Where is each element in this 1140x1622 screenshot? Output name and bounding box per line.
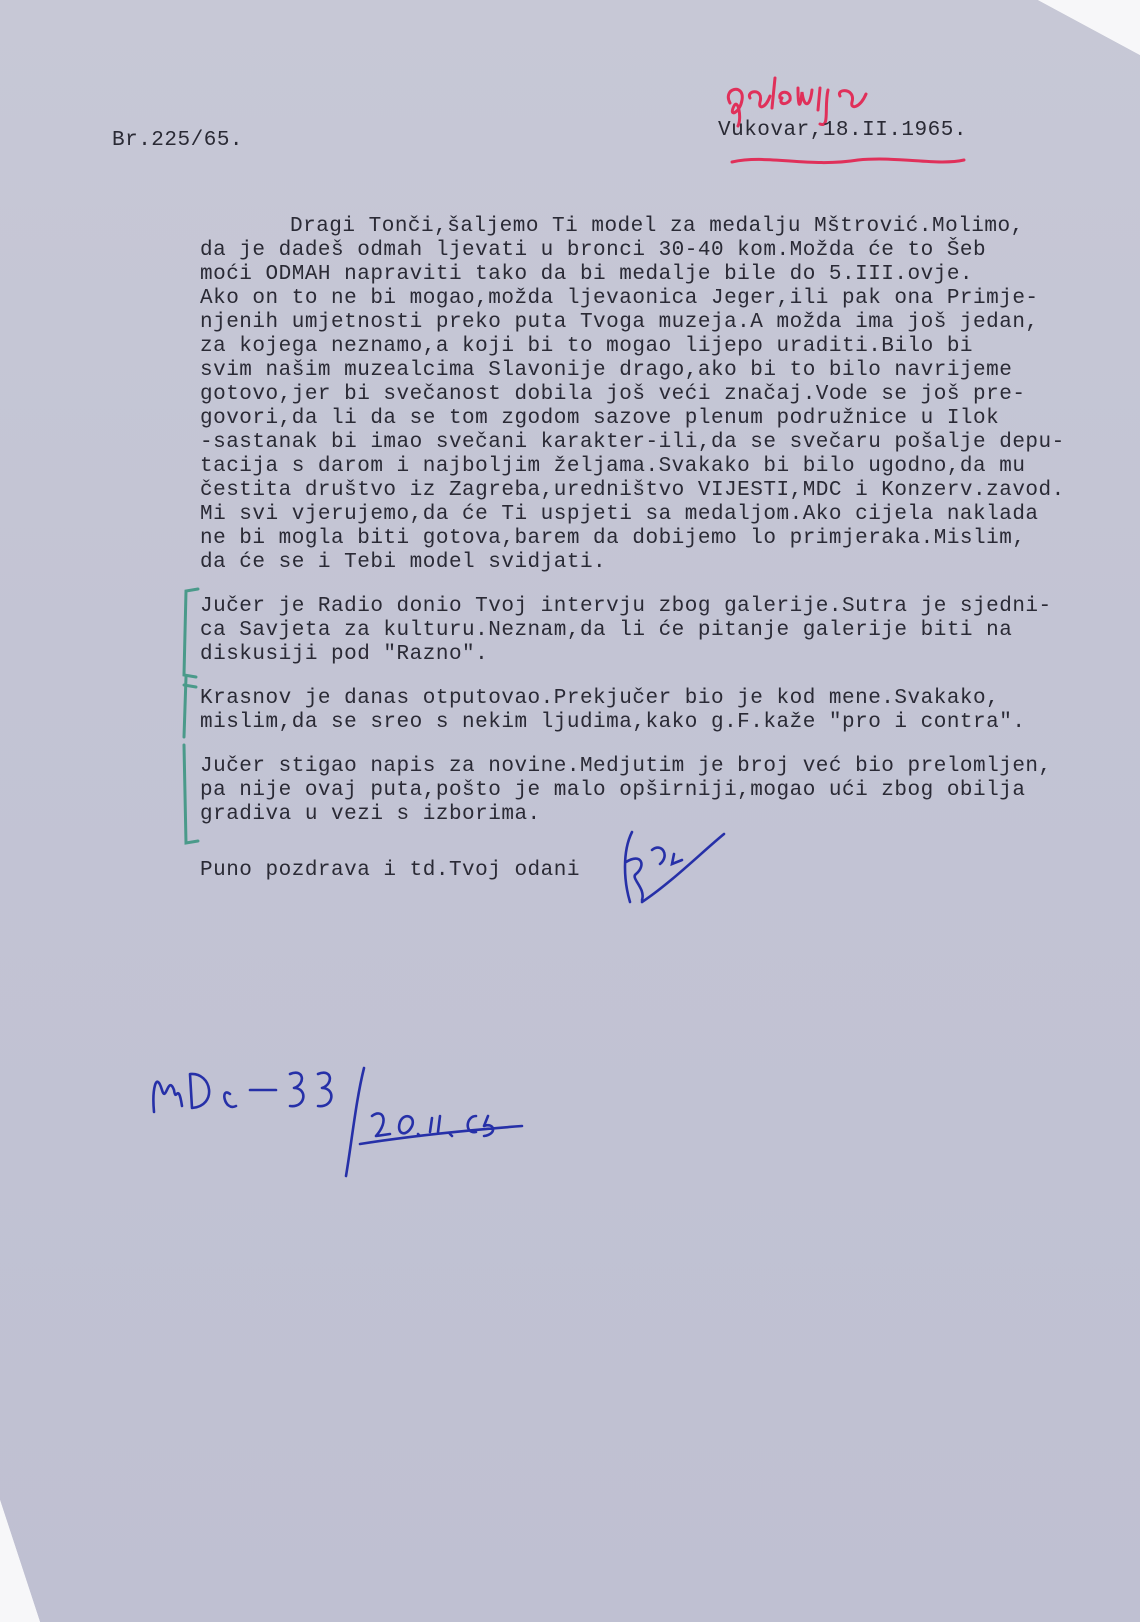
red-underline-mark	[728, 150, 968, 174]
body-line: ca Savjeta za kulturu.Neznam,da li će pitanje galerije biti na	[200, 619, 1013, 642]
body-line: Jučer stigao napis za novine.Medjutim je broj već bio prelomljen,	[200, 755, 1052, 778]
body-line: Jučer je Radio donio Tvoj intervju zbog galerije.Sutra je sjedni-	[200, 595, 1052, 618]
place-and-date: Vukovar,18.II.1965.	[718, 119, 967, 142]
body-line: tacija s darom i najboljim željama.Svakako bi bilo ugodno,da mu	[200, 455, 1026, 478]
body-line: pa nije ovaj puta,pošto je malo opširniji,mogao ući zbog obilja	[200, 779, 1026, 802]
body-line: Dragi Tonči,šaljemo Ti model za medalju Mštrović.Molimo,	[290, 215, 1024, 238]
body-line: da će se i Tebi model svidjati.	[200, 551, 607, 574]
body-line: njenih umjetnosti preko puta Tvoga muzeja.A možda ima još jedan,	[200, 311, 1039, 334]
body-line: Mi svi vjerujemo,da će Ti uspjeti sa medaljom.Ako cijela naklada	[200, 503, 1039, 526]
body-line: svim našim muzealcima Slavonije drago,ako bi to bilo navrijeme	[200, 359, 1013, 382]
closing-line: Puno pozdrava i td.Tvoj odani	[200, 859, 580, 882]
reference-number: Br.225/65.	[112, 129, 244, 152]
body-line: za kojega neznamo,a koji bi to mogao lijepo uraditi.Bilo bi	[200, 335, 974, 358]
body-line: da je dadeš odmah ljevati u bronci 30-40 kom.Možda će to Šeb	[200, 239, 987, 262]
body-line: ne bi mogla biti gotova,barem da dobijemo lo primjeraka.Mislim,	[200, 527, 1026, 550]
body-line: govori,da li da se tom zgodom sazove plenum podružnice u Ilok	[200, 407, 1000, 430]
body-line: čestita društvo iz Zagreba,uredništvo VIJESTI,MDC i Konzerv.zavod.	[200, 479, 1065, 502]
body-line: moći ODMAH napraviti tako da bi medalje bile do 5.III.ovje.	[200, 263, 974, 286]
handwritten-archive-note	[150, 1060, 540, 1180]
handwritten-signature	[612, 822, 732, 912]
body-line: diskusiji pod "Razno".	[200, 643, 489, 666]
body-line: mislim,da se sreo s nekim ljudima,kako g.F.kaže "pro i contra".	[200, 711, 1026, 734]
body-line: Krasnov je danas otputovao.Prekjučer bio je kod mene.Svakako,	[200, 687, 1000, 710]
body-line: -sastanak bi imao svečani karakter-ili,da se svečaru pošalje depu-	[200, 431, 1065, 454]
body-line: gradiva u vezi s izborima.	[200, 803, 541, 826]
body-line: Ako on to ne bi mogao,možda ljevaonica Jeger,ili pak ona Primje-	[200, 287, 1039, 310]
body-line: gotovo,jer bi svečanost dobila još veći značaj.Vode se još pre-	[200, 383, 1026, 406]
